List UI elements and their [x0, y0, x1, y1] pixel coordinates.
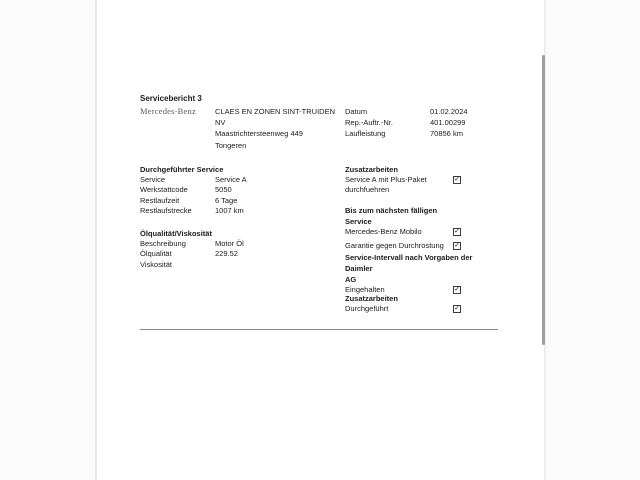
kv-row	[140, 206, 340, 216]
kv-row	[140, 196, 340, 206]
meta-value: 70856 km	[430, 129, 463, 139]
kv-value: Service A	[215, 175, 247, 184]
section-additional-work-2	[345, 293, 461, 314]
kv-label: Restlaufzeit	[140, 195, 180, 205]
section-heading: Durchgeführter Service	[140, 165, 224, 174]
report-meta	[345, 106, 498, 140]
section-service-interval	[345, 252, 485, 295]
kv-label: Viskosität	[140, 259, 172, 269]
section-heading-line: AG	[345, 275, 357, 284]
kv-label: Ölqualität	[140, 249, 172, 259]
checklist-label: Durchgeführt	[345, 304, 389, 313]
section-until-next-service	[345, 205, 461, 251]
checklist-item	[345, 227, 461, 237]
dealer-name-line: CLAES EN ZONEN SINT-TRUIDEN	[215, 107, 336, 116]
kv-row	[140, 175, 340, 185]
kv-value: Motor Öl	[215, 239, 244, 248]
section-heading: Bis zum nächsten fälligen Service	[345, 206, 438, 226]
checklist-label-line: Service A mit Plus-Paket	[345, 175, 427, 184]
checkbox-checked-icon: ✓	[454, 228, 460, 235]
kv-row	[140, 249, 340, 259]
checklist-label-line: durchfuehren	[345, 185, 390, 195]
kv-value: 229.52	[215, 249, 238, 259]
meta-label: Laufleistung	[345, 129, 386, 139]
document-title: Servicebericht 3	[140, 94, 202, 103]
meta-label: Datum	[345, 107, 368, 116]
checkbox-checked-icon: ✓	[454, 242, 460, 249]
dealer-address	[215, 106, 345, 151]
section-performed-service	[140, 164, 340, 217]
section-heading: Zusatzarbeiten	[345, 165, 398, 174]
dealer-city: Tongeren	[215, 140, 247, 150]
meta-row-date	[345, 106, 498, 117]
checklist-item	[345, 175, 461, 196]
checklist-item	[345, 304, 461, 314]
kv-label: Service	[140, 175, 166, 184]
kv-value: 6 Tage	[215, 195, 238, 205]
kv-value: 1007 km	[215, 206, 244, 216]
brand-wordmark: Mercedes-Benz	[140, 106, 196, 116]
kv-row	[140, 239, 340, 249]
section-heading: Zusatzarbeiten	[345, 294, 398, 303]
meta-row-mileage	[345, 128, 498, 139]
kv-value: 5050	[215, 185, 232, 195]
checklist-label: Mercedes-Benz Mobilo	[345, 227, 422, 236]
checkbox-checked-icon: ✓	[454, 305, 460, 312]
kv-label: Restlaufstrecke	[140, 206, 192, 216]
section-additional-work-1	[345, 164, 461, 196]
footer-divider-line	[140, 329, 498, 330]
dealer-street: Maastrichtersteenweg 449	[215, 129, 303, 139]
meta-value: 01.02.2024	[430, 107, 468, 116]
section-heading-line: Service-Intervall nach Vorgaben der Daimler	[345, 253, 473, 273]
meta-value: 401.00299	[430, 118, 466, 128]
kv-row	[140, 260, 340, 270]
kv-label: Werkstattcode	[140, 185, 188, 195]
section-oil-quality	[140, 228, 340, 270]
meta-label: Rep.-Auftr.-Nr.	[345, 118, 393, 128]
section-heading: Ölqualität/Viskosität	[140, 229, 212, 238]
meta-row-order-number	[345, 117, 498, 128]
checkbox-checked-icon: ✓	[454, 176, 460, 183]
kv-label: Beschreibung	[140, 239, 186, 248]
checkbox-checked-icon: ✓	[454, 286, 460, 293]
section-heading	[345, 252, 485, 285]
kv-row	[140, 185, 340, 195]
checklist-label: Garantie gegen Durchrostung	[345, 241, 444, 250]
checklist-item	[345, 241, 461, 251]
dealer-name-line: NV	[215, 118, 226, 128]
checklist-label: Eingehalten	[345, 285, 385, 294]
checklist-label	[345, 175, 449, 196]
